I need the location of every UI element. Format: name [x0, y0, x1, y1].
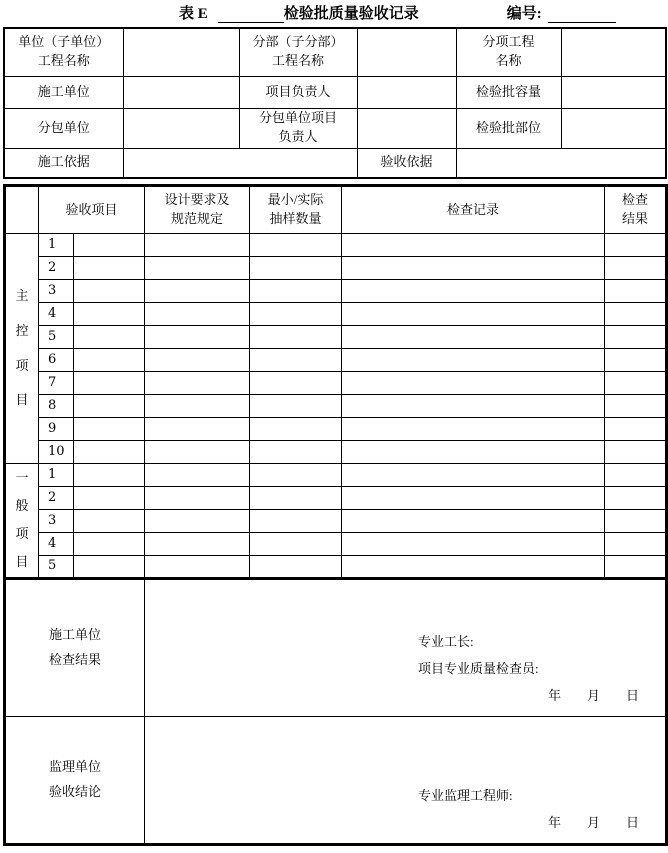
group-label-general-items: 一 般 项 目	[5, 464, 39, 579]
item-name-cell	[74, 326, 145, 349]
check-record-cell	[342, 257, 605, 280]
sample-qty-cell	[250, 556, 342, 579]
item-name-cell	[74, 234, 145, 257]
sample-qty-cell	[250, 326, 342, 349]
construction-check-result-label: 施工单位 检查结果	[5, 579, 145, 717]
item-name-cell	[74, 487, 145, 510]
subdivision-project-name-label: 分部（子分部） 工程名称	[239, 28, 357, 76]
unit-project-name-value	[123, 28, 239, 76]
item-name-cell	[74, 441, 145, 464]
sample-qty-cell	[250, 280, 342, 303]
check-result-cell	[605, 556, 667, 579]
supervision-conclusion-area	[145, 717, 667, 845]
design-req-cell	[145, 372, 250, 395]
row-number: 4	[39, 533, 74, 556]
construction-unit-label: 施工单位	[4, 76, 123, 108]
row-number: 1	[39, 234, 74, 257]
page-title: 检验批质量验收记录	[283, 6, 419, 22]
foreman-signature-label: 专业工长:	[418, 634, 474, 649]
row-number: 5	[39, 326, 74, 349]
construction-basis-label: 施工依据	[4, 148, 123, 178]
sample-qty-cell	[250, 372, 342, 395]
item-name-cell	[74, 349, 145, 372]
check-result-cell	[605, 257, 667, 280]
sample-qty-cell	[250, 441, 342, 464]
check-result-cell	[605, 395, 667, 418]
row-number: 5	[39, 556, 74, 579]
subcontract-leader-label: 分包单位项目 负责人	[239, 108, 357, 148]
check-record-cell	[342, 303, 605, 326]
acceptance-record-table	[3, 184, 668, 846]
item-name-cell	[74, 395, 145, 418]
row-number: 1	[39, 464, 74, 487]
design-req-cell	[145, 395, 250, 418]
item-name-cell	[74, 303, 145, 326]
batch-location-value	[561, 108, 666, 148]
check-record-cell	[342, 510, 605, 533]
project-leader-value	[357, 76, 456, 108]
row-number: 9	[39, 418, 74, 441]
row-number: 3	[39, 280, 74, 303]
check-record-cell	[342, 441, 605, 464]
design-req-cell	[145, 441, 250, 464]
acceptance-basis-label: 验收依据	[357, 148, 456, 178]
batch-capacity-label: 检验批容量	[456, 76, 561, 108]
title-blank-underline	[218, 10, 284, 23]
check-result-header: 检查 结果	[605, 186, 667, 234]
design-req-cell	[145, 510, 250, 533]
item-name-cell	[74, 280, 145, 303]
check-result-cell	[605, 510, 667, 533]
check-record-cell	[342, 326, 605, 349]
item-name-cell	[74, 372, 145, 395]
check-record-cell	[342, 280, 605, 303]
check-result-cell	[605, 303, 667, 326]
check-result-cell	[605, 326, 667, 349]
row-number: 2	[39, 487, 74, 510]
design-req-cell	[145, 303, 250, 326]
check-result-cell	[605, 487, 667, 510]
item-name-cell	[74, 464, 145, 487]
construction-check-result-area	[145, 579, 667, 717]
sample-qty-cell	[250, 464, 342, 487]
unit-project-name-label: 单位（子单位） 工程名称	[4, 28, 123, 76]
design-req-cell	[145, 349, 250, 372]
construction-unit-value	[123, 76, 239, 108]
check-record-cell	[342, 487, 605, 510]
check-record-cell	[342, 556, 605, 579]
design-req-cell	[145, 234, 250, 257]
quality-inspector-signature-label: 项目专业质量检查员:	[418, 661, 539, 676]
design-requirement-header: 设计要求及 规范规定	[145, 186, 250, 234]
item-name-cell	[74, 257, 145, 280]
sample-qty-cell	[250, 395, 342, 418]
item-name-cell	[74, 418, 145, 441]
sample-qty-cell	[250, 533, 342, 556]
item-name-cell	[74, 556, 145, 579]
check-record-header: 检查记录	[342, 186, 605, 234]
check-record-cell	[342, 464, 605, 487]
check-record-cell	[342, 418, 605, 441]
construction-date-line: 年 月 日	[548, 688, 640, 703]
sample-qty-cell	[250, 303, 342, 326]
number-label: 编号:	[506, 6, 542, 22]
sample-qty-cell	[250, 349, 342, 372]
project-leader-label: 项目负责人	[239, 76, 357, 108]
design-req-cell	[145, 280, 250, 303]
check-result-cell	[605, 533, 667, 556]
construction-basis-value	[123, 148, 357, 178]
design-req-cell	[145, 556, 250, 579]
project-info-table	[3, 27, 667, 179]
row-number: 2	[39, 257, 74, 280]
check-result-cell	[605, 418, 667, 441]
number-blank-underline	[548, 10, 616, 23]
group-label-dominant-items: 主 控 项 目	[5, 234, 39, 464]
check-result-cell	[605, 280, 667, 303]
row-number: 6	[39, 349, 74, 372]
supervision-conclusion-label: 监理单位 验收结论	[5, 717, 145, 845]
design-req-cell	[145, 418, 250, 441]
check-result-cell	[605, 464, 667, 487]
form-code: 表 E	[179, 6, 208, 22]
subcontract-unit-value	[123, 108, 239, 148]
check-record-cell	[342, 349, 605, 372]
check-record-cell	[342, 395, 605, 418]
item-project-name-label: 分项工程 名称	[456, 28, 561, 76]
item-name-cell	[74, 510, 145, 533]
supervision-engineer-signature-label: 专业监理工程师:	[418, 788, 513, 803]
main-table-rows	[5, 234, 667, 579]
check-record-cell	[342, 372, 605, 395]
row-number: 10	[39, 441, 74, 464]
batch-location-label: 检验批部位	[456, 108, 561, 148]
acceptance-item-header: 验收项目	[39, 186, 145, 234]
design-req-cell	[145, 533, 250, 556]
check-record-cell	[342, 533, 605, 556]
subdivision-project-name-value	[357, 28, 456, 76]
check-result-cell	[605, 441, 667, 464]
check-result-cell	[605, 234, 667, 257]
sample-qty-cell	[250, 510, 342, 533]
design-req-cell	[145, 326, 250, 349]
corner-cell	[5, 186, 39, 234]
sample-quantity-header: 最小/实际 抽样数量	[250, 186, 342, 234]
row-number: 8	[39, 395, 74, 418]
item-project-name-value	[561, 28, 666, 76]
row-number: 7	[39, 372, 74, 395]
supervision-date-line: 年 月 日	[548, 815, 640, 830]
design-req-cell	[145, 487, 250, 510]
sample-qty-cell	[250, 257, 342, 280]
check-record-cell	[342, 234, 605, 257]
acceptance-basis-value	[456, 148, 666, 178]
sample-qty-cell	[250, 487, 342, 510]
sample-qty-cell	[250, 418, 342, 441]
row-number: 4	[39, 303, 74, 326]
subcontract-unit-label: 分包单位	[4, 108, 123, 148]
form-title-bar	[3, 0, 665, 27]
item-name-cell	[74, 533, 145, 556]
check-result-cell	[605, 372, 667, 395]
subcontract-leader-value	[357, 108, 456, 148]
sample-qty-cell	[250, 234, 342, 257]
design-req-cell	[145, 464, 250, 487]
check-result-cell	[605, 349, 667, 372]
design-req-cell	[145, 257, 250, 280]
batch-capacity-value	[561, 76, 666, 108]
row-number: 3	[39, 510, 74, 533]
